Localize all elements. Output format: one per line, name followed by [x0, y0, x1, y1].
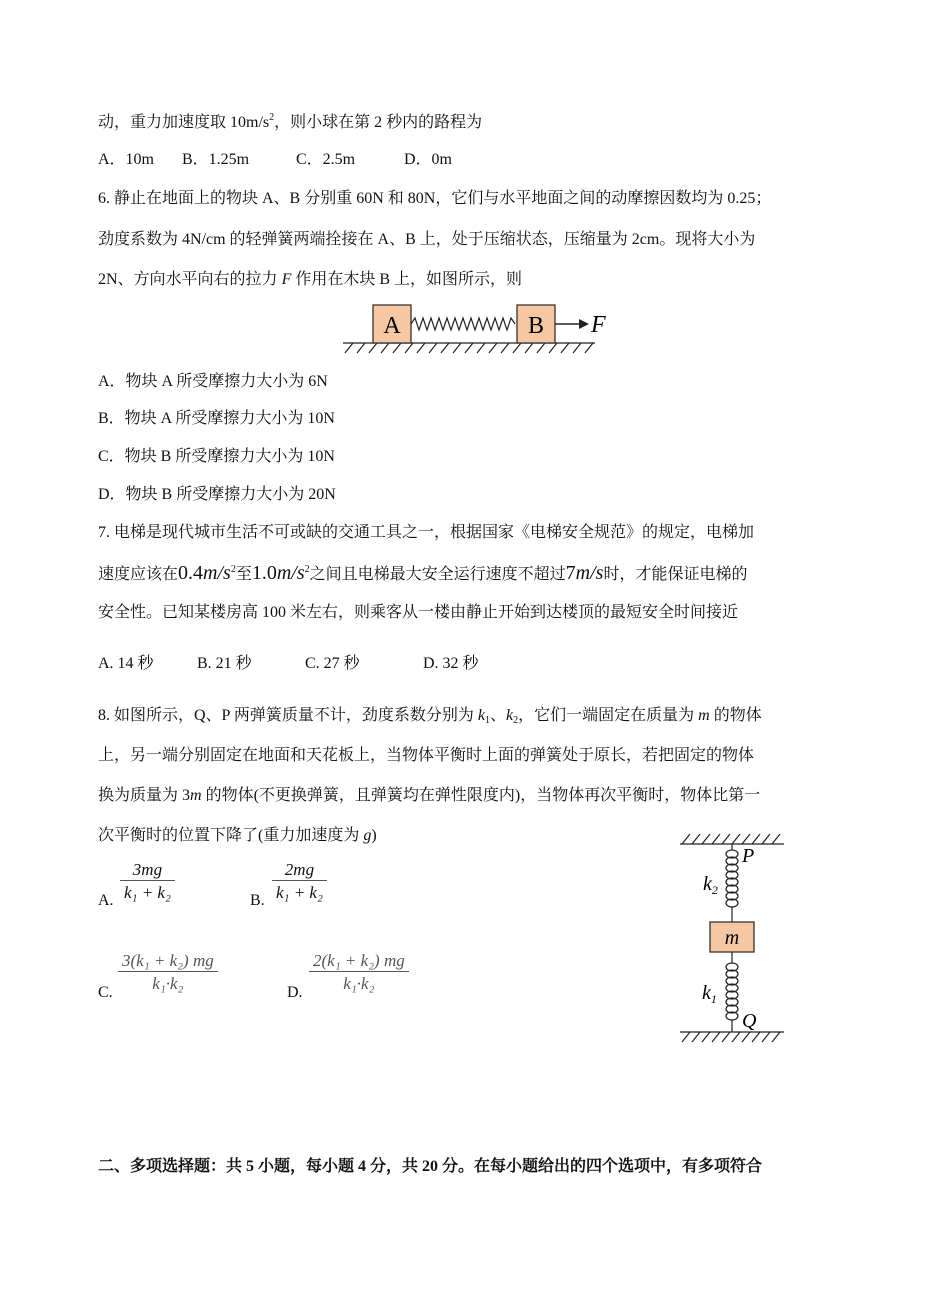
- ground-hatch: [343, 343, 595, 353]
- force-label: F: [591, 312, 606, 338]
- q7-option-c: C. 27 秒: [305, 655, 360, 672]
- q8-option-a-fraction: $\frac{3mg}{\text{k₁ + k₂}}$: [120, 860, 175, 903]
- spring-k2-label: $k_2$: [703, 873, 718, 897]
- q6-option-c: C．物块 B 所受摩擦力大小为 10N: [98, 448, 335, 465]
- floor-hatch: [680, 1032, 784, 1042]
- q7-stem-line1: 7. 电梯是现代城市生活不可或缺的交通工具之一，根据国家《电梯安全规范》的规定，电梯加: [98, 524, 755, 541]
- block-a-label: A: [383, 313, 401, 339]
- q6-option-d: D．物块 B 所受摩擦力大小为 20N: [98, 486, 336, 503]
- q8-stem-line3: 换为质量为 3m 的物体(不更换弹簧，且弹簧均在弹性限度内)，当物体再次平衡时，物体比第一: [98, 787, 761, 804]
- q6-blocks-spring-figure: [335, 300, 625, 358]
- q7-option-a: A. 14 秒: [98, 655, 154, 672]
- q8-option-b-fraction: $\frac{2mg}{\text{k₁ + k₂}}$: [272, 860, 327, 903]
- q8-stem-line1: 8. 如图所示，Q、P 两弹簧质量不计，劲度系数分别为 $k_1$、$k_2$，它们一端固定在质量为 m 的物体: [98, 707, 762, 726]
- bottom-spring-coils: [726, 963, 738, 1020]
- q6-option-b: B．物块 A 所受摩擦力大小为 10N: [98, 410, 335, 427]
- q8-option-d-label: D.: [287, 984, 303, 1001]
- q8-option-c-label: C.: [98, 984, 113, 1001]
- top-spring-coils: [726, 850, 738, 907]
- q6-stem-line1: 6. 静止在地面上的物块 A、B 分别重 60N 和 80N，它们与水平地面之间的动摩擦因数均为 0.25；: [98, 190, 772, 207]
- q8-spring-mass-figure: [672, 828, 792, 1050]
- compressed-spring: [411, 318, 515, 330]
- q6-stem-line3: 2N、方向水平向右的拉力 F 作用在木块 B 上，如图所示，则: [98, 271, 523, 288]
- q7-option-d: D. 32 秒: [423, 655, 479, 672]
- q7-stem-line2: 速度应该在$0.4m/s^2$至$1.0m/s^2$之间且电梯最大安全运行速度不超过7m/s时，才能保证电梯的: [98, 562, 748, 584]
- q7-option-b: B. 21 秒: [197, 655, 252, 672]
- block-b-label: B: [527, 313, 545, 339]
- q5-option-d: D．0m: [404, 151, 453, 168]
- spring-p-label: P: [742, 845, 755, 867]
- q6-stem-line2: 劲度系数为 4N/cm 的轻弹簧两端拴接在 A、B 上，处于压缩状态，压缩量为 2cm。现将大小为: [98, 231, 756, 248]
- q8-option-a-label: A.: [98, 892, 114, 909]
- section-2-heading: 二、多项选择题：共 5 小题，每小题 4 分，共 20 分。在每小题给出的四个选项中，有多项符合: [98, 1158, 763, 1175]
- q7-stem-line3: 安全性。已知某楼房高 100 米左右，则乘客从一楼由静止开始到达楼顶的最短安全时间接近: [98, 604, 739, 621]
- q8-option-b-label: B.: [250, 892, 265, 909]
- q5-option-b: B．1.25m: [182, 151, 250, 168]
- q8-stem-line2: 上，另一端分别固定在地面和天花板上，当物体平衡时上面的弹簧处于原长，若把固定的物体: [98, 747, 755, 764]
- q6-option-a: A．物块 A 所受摩擦力大小为 6N: [98, 373, 328, 390]
- mass-label: m: [724, 927, 740, 949]
- q8-option-d-fraction: $\frac{\text{2(k₁ + k₂) mg}}{\text{k₁·k₂}}$: [309, 951, 409, 994]
- q5-option-a: A．10m: [98, 151, 155, 168]
- q5-stem-continuation: 动，重力加速度取 $10m/s^2$，则小球在第 2 秒内的路程为: [98, 112, 483, 131]
- q5-option-c: C．2.5m: [296, 151, 356, 168]
- q8-option-c-fraction: $\frac{\text{3(k₁ + k₂) mg}}{\text{k₁·k₂}}$: [118, 951, 218, 994]
- spring-k1-label: $k_1$: [702, 982, 717, 1006]
- spring-q-label: Q: [742, 1010, 757, 1032]
- q8-stem-line4: 次平衡时的位置下降了(重力加速度为 g): [98, 827, 377, 844]
- force-arrow-head: [579, 319, 589, 329]
- ceiling-hatch: [680, 834, 784, 844]
